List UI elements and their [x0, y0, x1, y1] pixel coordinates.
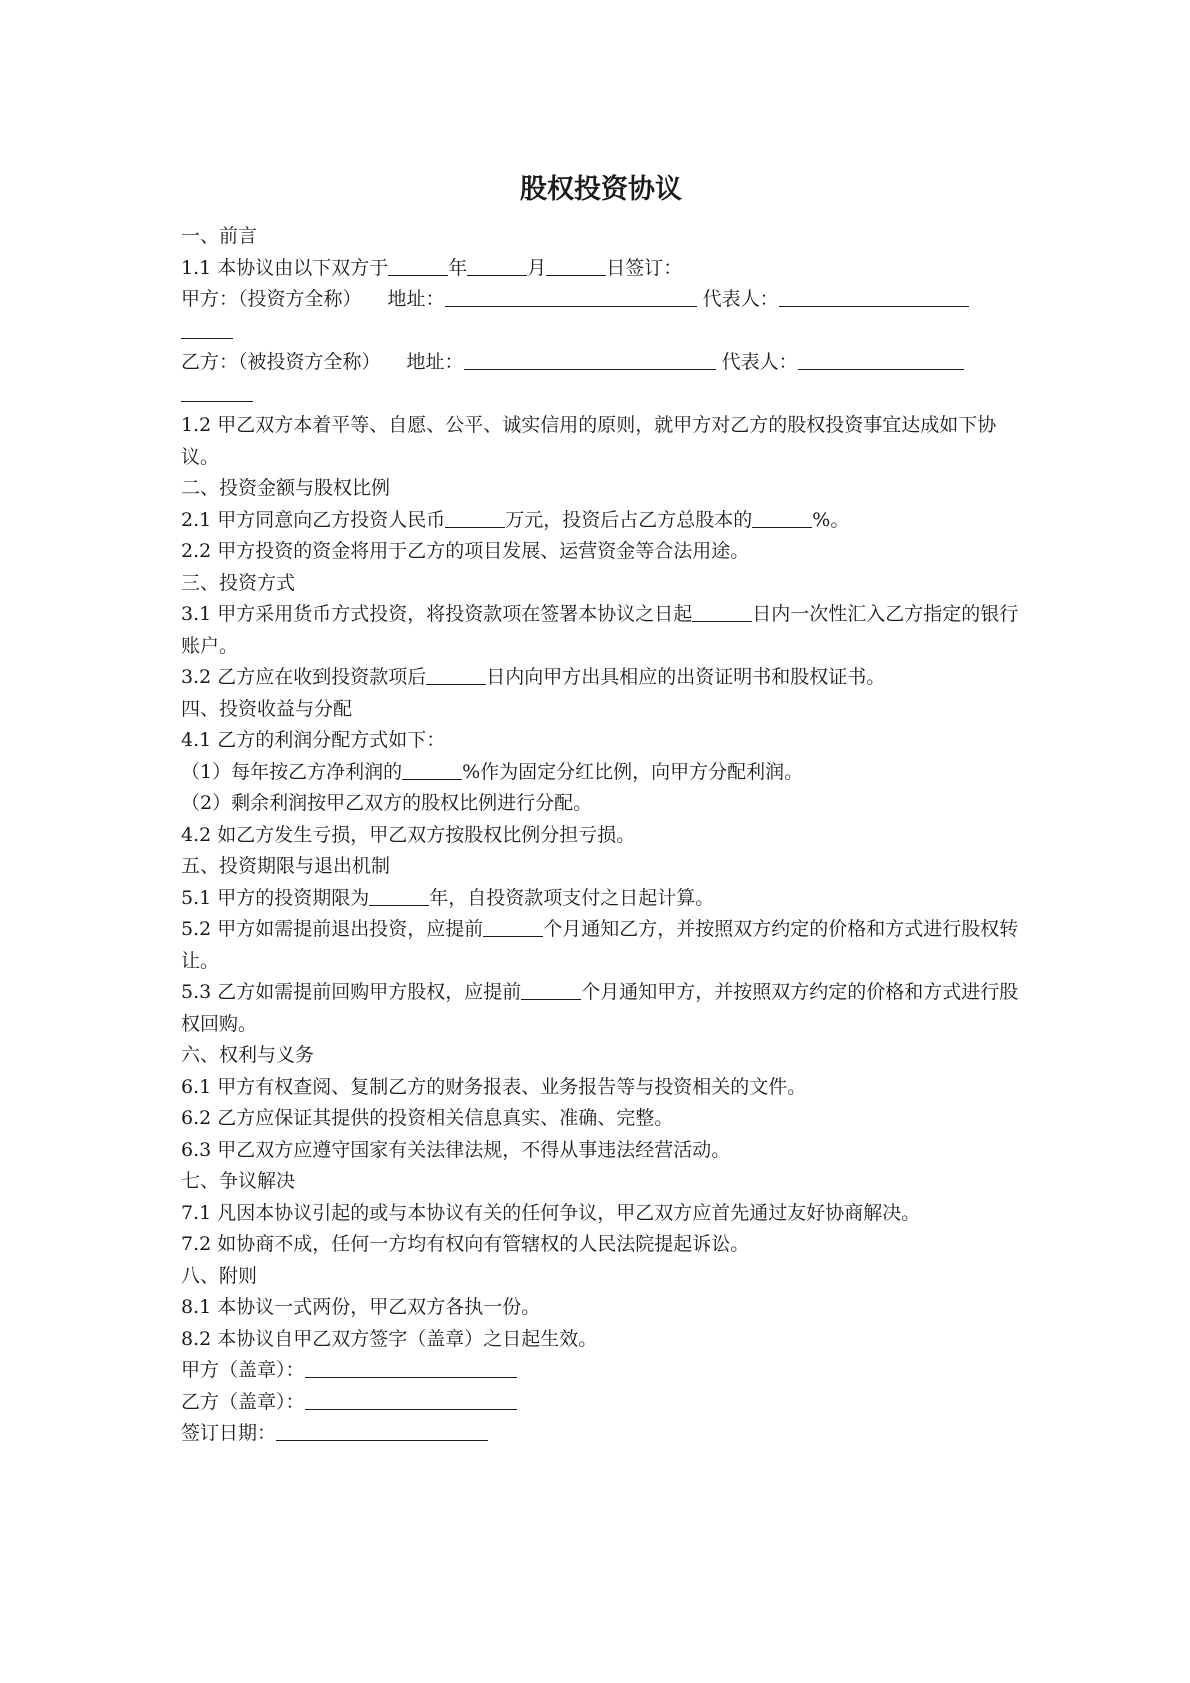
- section-heading-3: 三、投资方式: [181, 571, 296, 594]
- blank-buyback-notice-months[interactable]: [521, 978, 581, 1000]
- clause-1-1: 1.1 本协议由以下双方于 年 月 日签订：: [181, 253, 1021, 285]
- blank-investment-years[interactable]: [369, 884, 429, 906]
- document-title: 股权投资协议: [520, 174, 682, 205]
- section-heading-2: 二、投资金额与股权比例: [181, 477, 391, 499]
- section-heading-4: 四、投资收益与分配: [181, 697, 353, 720]
- clause-3-2: 3.2 乙方应在收到投资款项后 日内向甲方出具相应的出资证明书和股权证书。: [181, 662, 1021, 694]
- blank-investment-amount[interactable]: [445, 506, 505, 528]
- clause-5-2: 5.2 甲方如需提前退出投资，应提前 个月通知乙方，并按照双方约定的价格和方式进行股权转让。: [181, 914, 1021, 977]
- party-b-info: 乙方：（被投资方全称） 地址： 代表人：: [181, 347, 1021, 379]
- section-heading-6: 六、权利与义务: [181, 1044, 315, 1066]
- signing-date: 签订日期：: [181, 1418, 1021, 1450]
- blank-exit-notice-months[interactable]: [483, 915, 543, 937]
- party-a-info: 甲方：（投资方全称） 地址： 代表人：: [181, 284, 1021, 316]
- clause-6-2: 6.2 乙方应保证其提供的投资相关信息真实、准确、完整。: [181, 1107, 674, 1129]
- clause-1-2: 1.2 甲乙双方本着平等、自愿、公平、诚实信用的原则，就甲方对乙方的股权投资事宜达成如下协议。: [181, 414, 997, 468]
- section-heading-1: 一、前言: [181, 225, 258, 247]
- clause-2-2: 2.2 甲方投资的资金将用于乙方的项目发展、运营资金等合法用途。: [181, 540, 750, 562]
- clause-4-1: 4.1 乙方的利润分配方式如下：: [181, 729, 446, 751]
- section-heading-7: 七、争议解决: [181, 1170, 296, 1192]
- clause-2-1: 2.1 甲方同意向乙方投资人民币 万元，投资后占乙方总股本的 %。: [181, 505, 1021, 537]
- clause-4-2: 4.2 如乙方发生亏损，甲乙双方按股权比例分担亏损。: [181, 823, 636, 846]
- party-a-rep-blank[interactable]: [779, 285, 969, 307]
- blank-payment-days[interactable]: [692, 600, 752, 622]
- party-a-address-blank[interactable]: [445, 285, 697, 307]
- blank-day[interactable]: [546, 254, 606, 276]
- clause-6-3: 6.3 甲乙双方应遵守国家有关法律法规，不得从事违法经营活动。: [181, 1138, 731, 1161]
- signature-party-b: 乙方（盖章）：: [181, 1387, 1021, 1419]
- party-b-address-blank[interactable]: [464, 348, 716, 370]
- party-b-rep-blank-continued[interactable]: [181, 380, 253, 402]
- clause-5-1: 5.1 甲方的投资期限为 年，自投资款项支付之日起计算。: [181, 883, 1021, 915]
- signing-date-blank[interactable]: [276, 1419, 488, 1441]
- section-heading-8: 八、附则: [181, 1264, 258, 1287]
- clause-8-1: 8.1 本协议一式两份，甲乙双方各执一份。: [181, 1296, 541, 1318]
- signature-party-a-blank[interactable]: [305, 1356, 517, 1378]
- clause-8-2: 8.2 本协议自甲乙双方签字（盖章）之日起生效。: [181, 1327, 598, 1350]
- section-heading-5: 五、投资期限与退出机制: [181, 855, 391, 877]
- party-b-rep-blank[interactable]: [798, 348, 964, 370]
- document-body: [181, 221, 1021, 1450]
- signature-party-b-blank[interactable]: [305, 1388, 517, 1410]
- clause-7-1: 7.1 凡因本协议引起的或与本协议有关的任何争议，甲乙双方应首先通过友好协商解决。: [181, 1201, 921, 1224]
- clause-5-3: 5.3 乙方如需提前回购甲方股权，应提前 个月通知甲方，并按照双方约定的价格和方式进行股权回购。: [181, 977, 1021, 1040]
- signature-party-a: 甲方（盖章）：: [181, 1355, 1021, 1387]
- blank-month[interactable]: [467, 254, 527, 276]
- clause-3-1: 3.1 甲方采用货币方式投资，将投资款项在签署本协议之日起 日内一次性汇入乙方指定的银行账户。: [181, 599, 1021, 662]
- clause-4-1-item-1: （1）每年按乙方净利润的 %作为固定分红比例，向甲方分配利润。: [181, 757, 1021, 789]
- clause-7-2: 7.2 如协商不成，任何一方均有权向有管辖权的人民法院提起诉讼。: [181, 1233, 750, 1255]
- blank-dividend-percent[interactable]: [402, 758, 462, 780]
- clause-4-1-item-2: （2）剩余利润按甲乙双方的股权比例进行分配。: [181, 792, 593, 814]
- party-a-rep-blank-continued[interactable]: [181, 317, 233, 339]
- blank-certificate-days[interactable]: [426, 663, 486, 685]
- clause-6-1: 6.1 甲方有权查阅、复制乙方的财务报表、业务报告等与投资相关的文件。: [181, 1075, 807, 1098]
- blank-year[interactable]: [388, 254, 448, 276]
- blank-equity-percent[interactable]: [752, 506, 812, 528]
